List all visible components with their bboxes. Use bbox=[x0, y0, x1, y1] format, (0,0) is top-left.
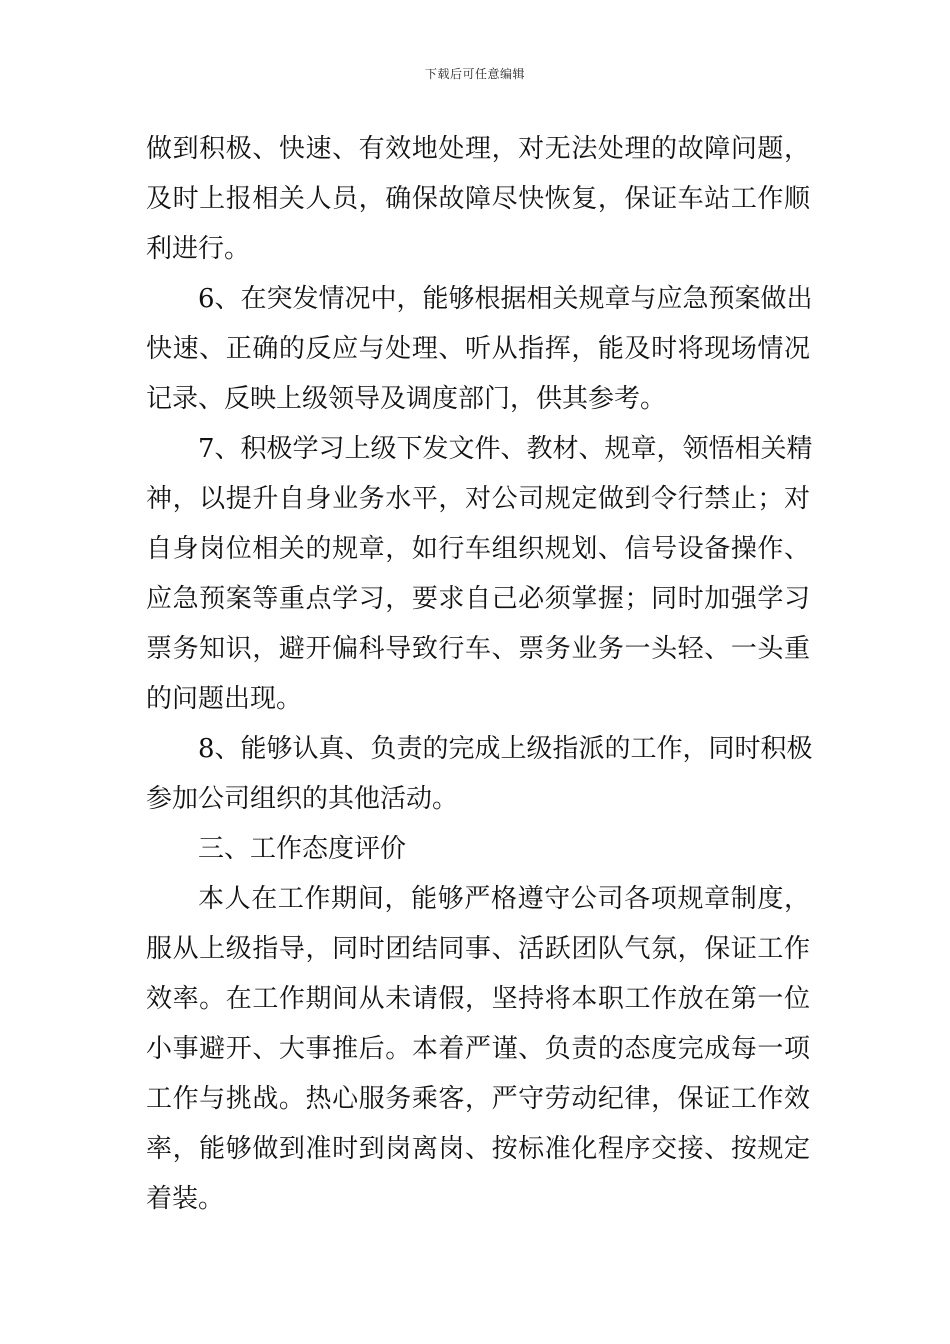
text-line: 率，能够做到准时到岗离岗、按标准化程序交接、按规定 bbox=[146, 1134, 810, 1164]
text-line: 应急预案等重点学习，要求自己必须掌握；同时加强学习 bbox=[146, 584, 810, 614]
page-header: 下载后可任意编辑 bbox=[424, 67, 525, 81]
text-line: 7、积极学习上级下发文件、教材、规章，领悟相关精 bbox=[198, 434, 813, 464]
text-line: 神，以提升自身业务水平，对公司规定做到令行禁止；对 bbox=[146, 484, 810, 514]
text-line: 的问题出现。 bbox=[146, 684, 303, 714]
text-line: 小事避开、大事推后。本着严谨、负责的态度完成每一项 bbox=[146, 1034, 810, 1064]
text-line: 利进行。 bbox=[146, 234, 251, 264]
section-heading: 三、工作态度评价 bbox=[198, 834, 407, 864]
document-body bbox=[146, 124, 813, 1224]
text-line: 6、在突发情况中，能够根据相关规章与应急预案做出 bbox=[198, 284, 813, 314]
text-line: 票务知识，避开偏科导致行车、票务业务一头轻、一头重 bbox=[146, 634, 810, 664]
text-line: 服从上级指导，同时团结同事、活跃团队气氛，保证工作 bbox=[146, 934, 810, 964]
text-line: 本人在工作期间，能够严格遵守公司各项规章制度， bbox=[198, 884, 810, 914]
text-line: 记录、反映上级领导及调度部门，供其参考。 bbox=[146, 384, 667, 414]
text-line: 着装。 bbox=[146, 1184, 225, 1214]
text-line: 参加公司组织的其他活动。 bbox=[146, 784, 459, 814]
text-line: 快速、正确的反应与处理、听从指挥，能及时将现场情况 bbox=[146, 334, 810, 364]
text-line: 8、能够认真、负责的完成上级指派的工作，同时积极 bbox=[198, 734, 813, 764]
text-line: 做到积极、快速、有效地处理，对无法处理的故障问题， bbox=[146, 134, 810, 164]
text-line: 工作与挑战。热心服务乘客，严守劳动纪律，保证工作效 bbox=[146, 1084, 810, 1114]
text-line: 及时上报相关人员，确保故障尽快恢复，保证车站工作顺 bbox=[146, 184, 810, 214]
text-line: 效率。在工作期间从未请假，坚持将本职工作放在第一位 bbox=[146, 984, 810, 1014]
text-line: 自身岗位相关的规章，如行车组织规划、信号设备操作、 bbox=[146, 534, 810, 564]
